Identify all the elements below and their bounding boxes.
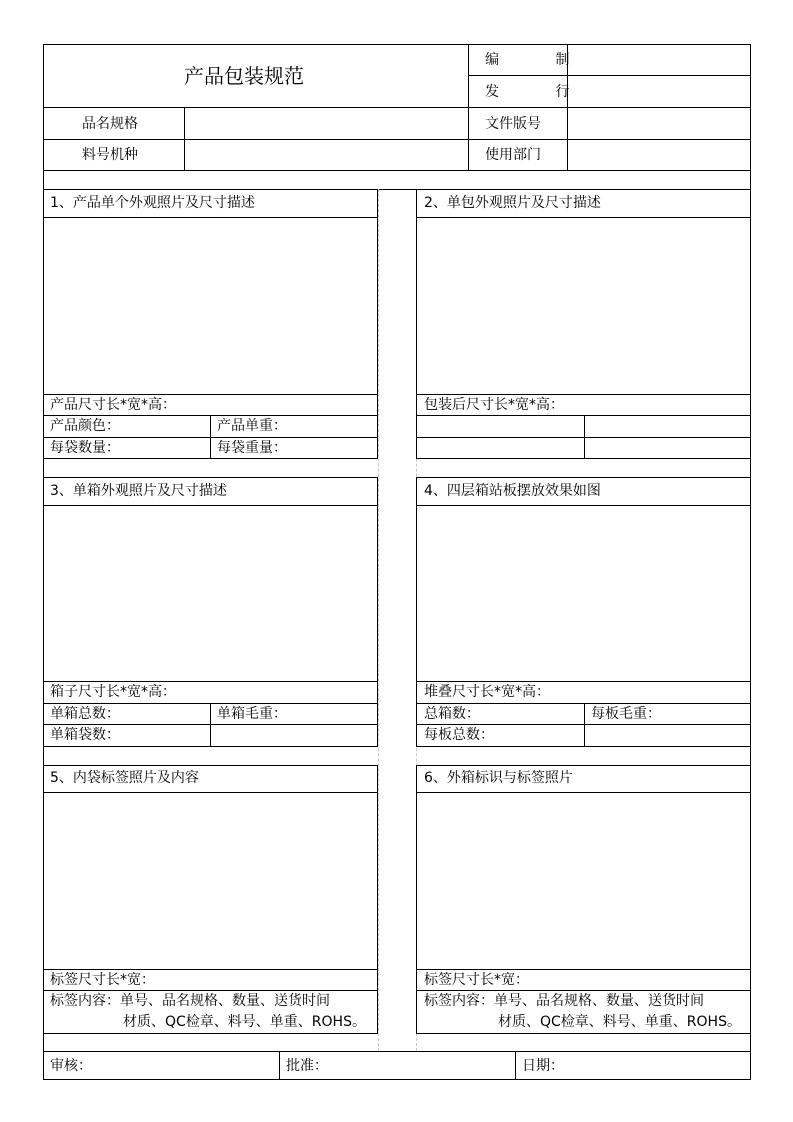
product-spec-label: 品名规格 xyxy=(82,116,138,132)
review-label: 审核： xyxy=(50,1058,92,1074)
section6-label-content-1: 标签内容：单号、品名规格、数量、送货时间 xyxy=(424,993,704,1009)
section3-photo-area[interactable] xyxy=(44,506,377,681)
section4-box-count: 总箱数： xyxy=(424,706,480,722)
section1-bag-qty: 每袋数量： xyxy=(50,440,120,456)
section3-dimension: 箱子尺寸长*宽*高： xyxy=(50,684,176,700)
date-label: 日期： xyxy=(522,1058,564,1074)
section3-title: 3、单箱外观照片及尺寸描述 xyxy=(50,483,227,499)
section2-dimension: 包装后尺寸长*宽*高： xyxy=(424,397,564,413)
section1-title: 1、产品单个外观照片及尺寸描述 xyxy=(50,195,255,211)
section1-dimension: 产品尺寸长*宽*高： xyxy=(50,397,176,413)
frame-right xyxy=(750,44,751,1080)
material-label: 料号机种 xyxy=(82,147,138,163)
section4-dimension: 堆叠尺寸长*宽*高： xyxy=(424,684,550,700)
issue-label: 发 行 xyxy=(485,84,596,100)
section5-label-size: 标签尺寸长*宽： xyxy=(50,972,155,988)
section5-label-content-1: 标签内容：单号、品名规格、数量、送货时间 xyxy=(50,993,330,1009)
section2-photo-area[interactable] xyxy=(417,218,750,394)
section6-label-content-2: 材质、QC检章、料号、单重、ROHS。 xyxy=(498,1014,741,1030)
section6-label-size: 标签尺寸长*宽： xyxy=(424,972,529,988)
section4-board-gross: 每板毛重： xyxy=(591,706,661,722)
page-title: 产品包装规范 xyxy=(184,64,304,88)
section5-title: 5、内袋标签照片及内容 xyxy=(50,770,199,786)
doc-version-label: 文件版号 xyxy=(485,116,541,132)
dept-label: 使用部门 xyxy=(485,147,541,163)
section3-gross-weight: 单箱毛重： xyxy=(217,706,287,722)
section1-bag-weight: 每袋重量： xyxy=(217,440,287,456)
frame-bottom xyxy=(43,1079,751,1080)
approve-label: 批准： xyxy=(286,1058,328,1074)
section1-color: 产品颜色： xyxy=(50,418,120,434)
section5-label-content-2: 材质、QC检章、料号、单重、ROHS。 xyxy=(123,1014,366,1030)
section4-photo-area[interactable] xyxy=(417,506,750,681)
section4-title: 4、四层箱站板摆放效果如图 xyxy=(424,483,601,499)
section6-title: 6、外箱标识与标签照片 xyxy=(424,770,573,786)
center-guide-left xyxy=(378,189,379,1051)
editor-label: 编 制 xyxy=(485,52,596,68)
section3-total: 单箱总数： xyxy=(50,706,120,722)
section1-photo-area[interactable] xyxy=(44,218,377,394)
section6-photo-area[interactable] xyxy=(417,793,750,969)
frame-top xyxy=(43,44,751,45)
section2-title: 2、单包外观照片及尺寸描述 xyxy=(424,195,601,211)
section4-board-total: 每板总数： xyxy=(424,727,494,743)
section5-photo-area[interactable] xyxy=(44,793,377,969)
section3-bag-count: 单箱袋数： xyxy=(50,727,120,743)
section1-weight: 产品单重： xyxy=(217,418,287,434)
